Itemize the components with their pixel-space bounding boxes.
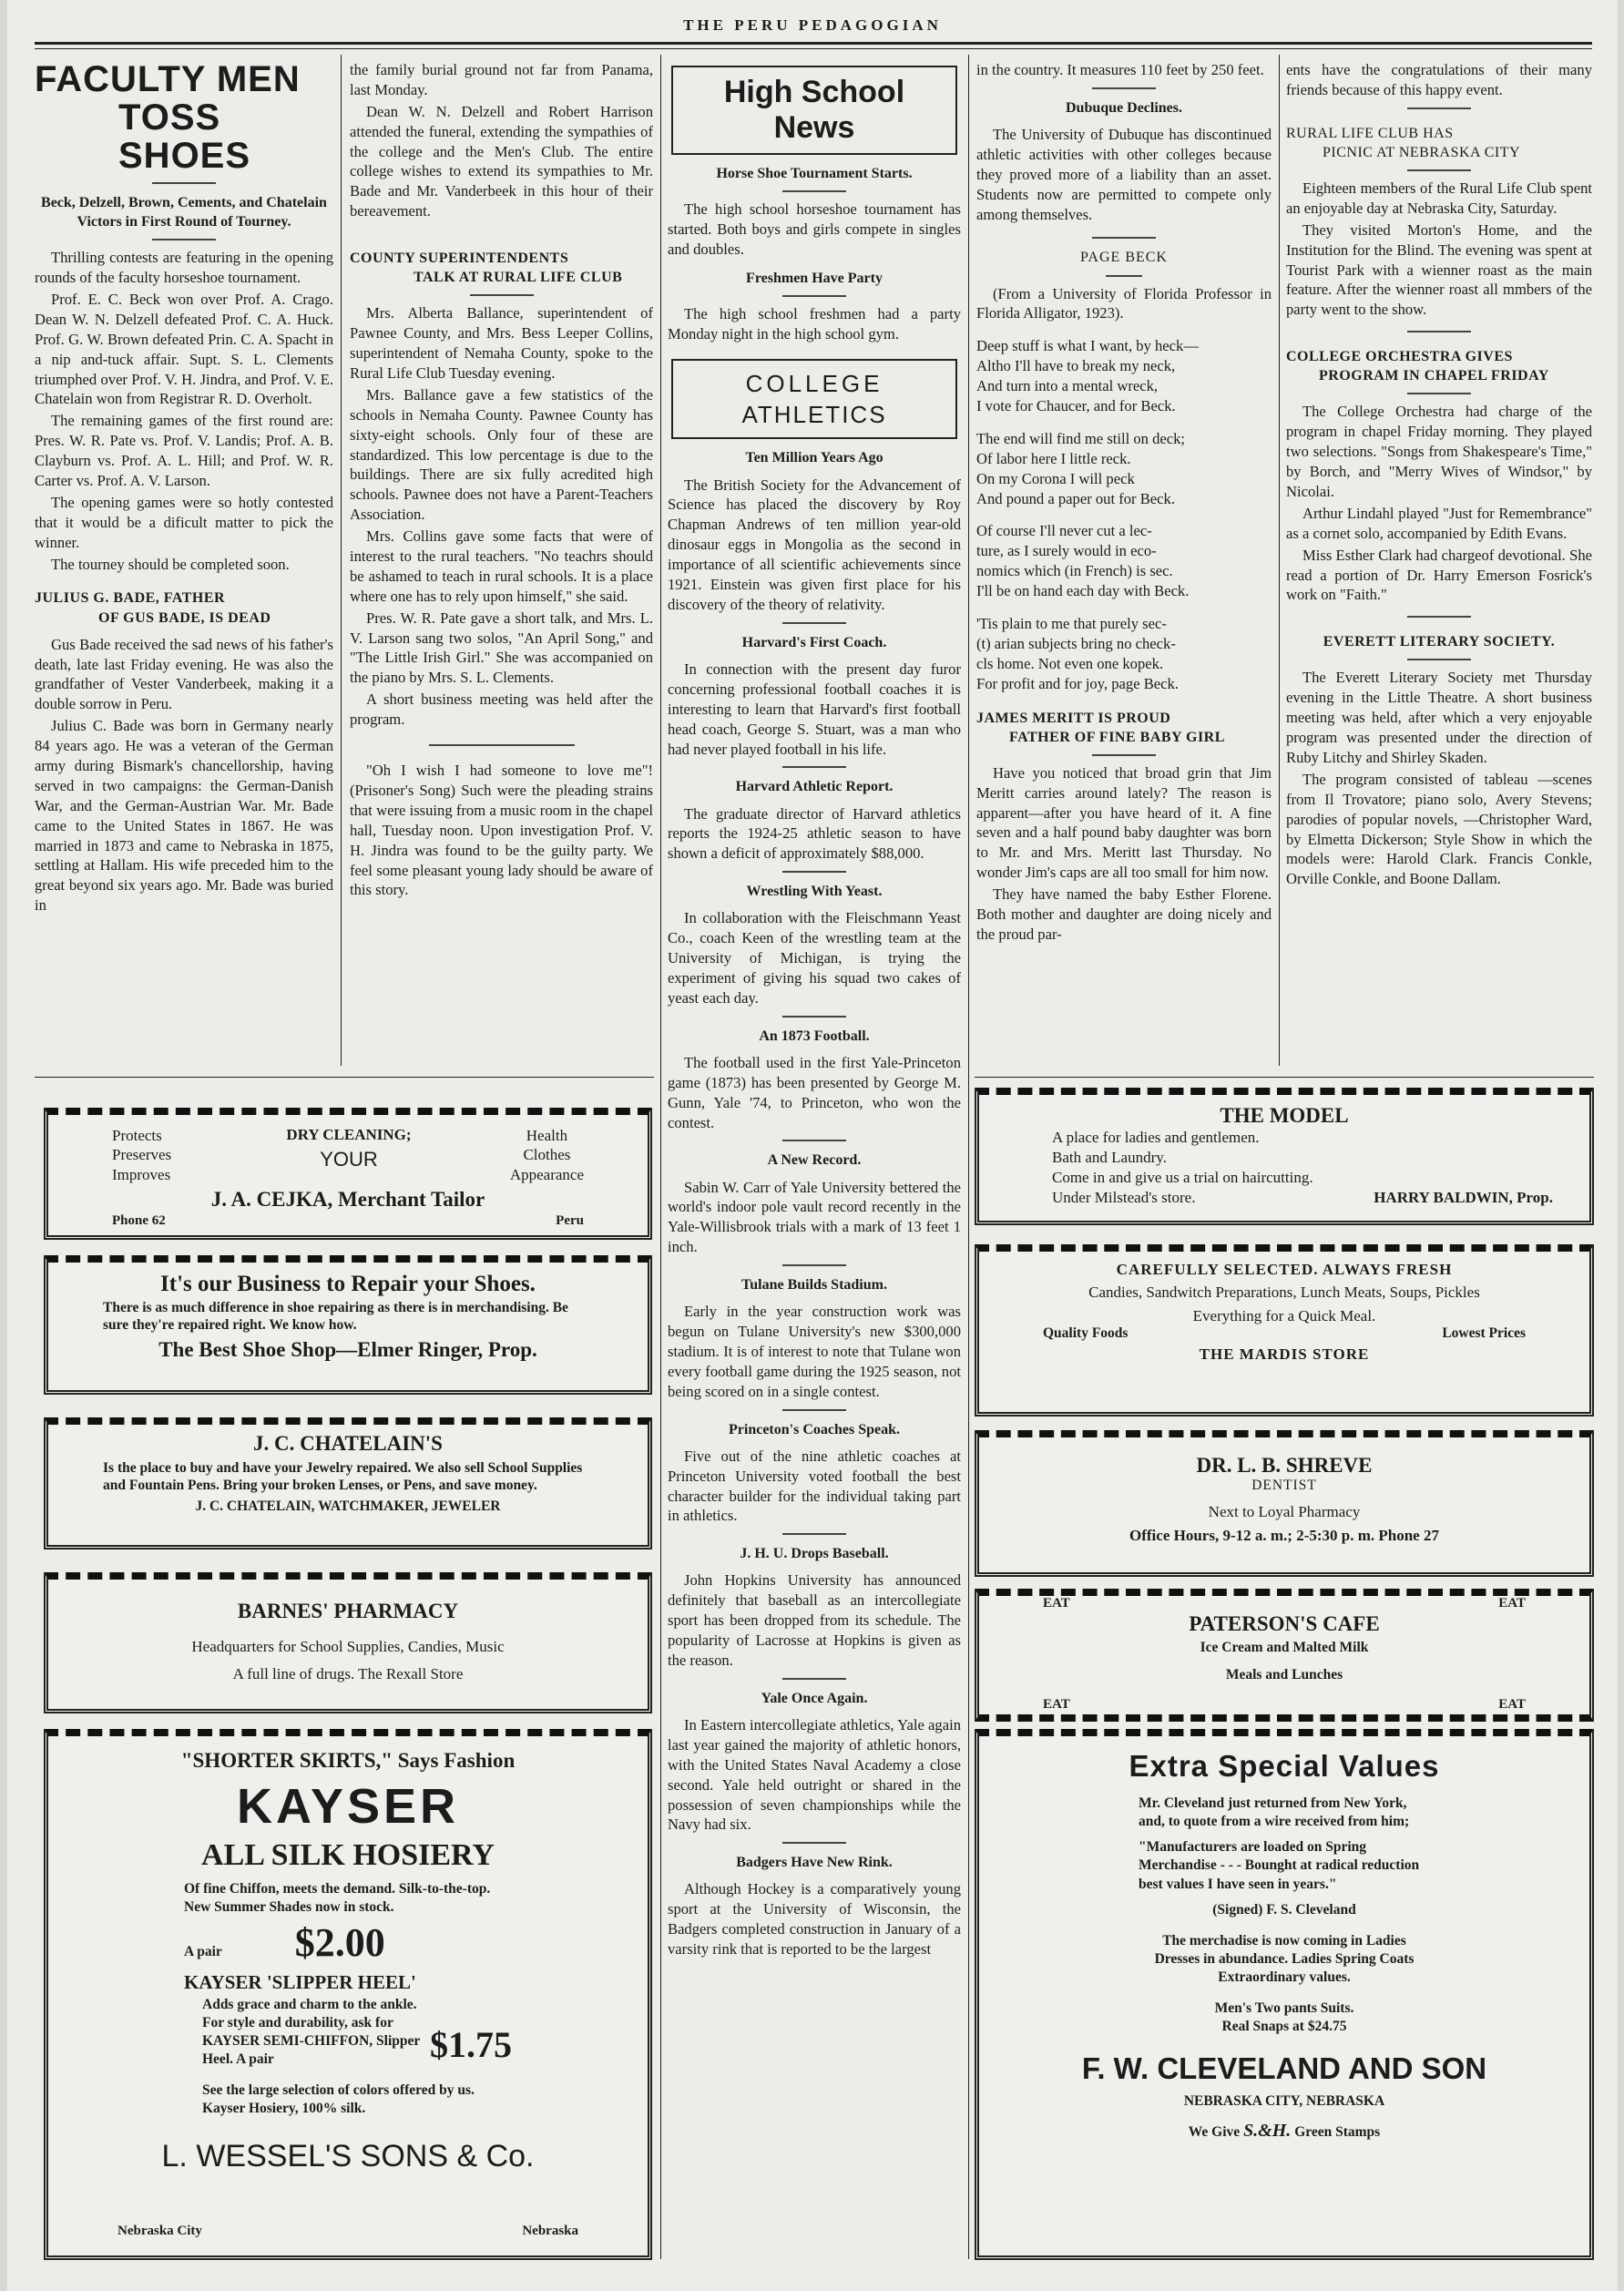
- story-head: Yale Once Again.: [761, 1690, 868, 1706]
- paragraph: The remaining games of the first round are: Pres. W. R. Pate vs. Prof. V. Landis; Prof. A. B. Clayburn vs. Prof. A. L. Hill; and Prof. W. R. Carter vs. Prof. A. V. Larson.: [35, 412, 333, 490]
- paragraph: The football used in the first Yale-Princeton game (1873) has been presented by George M. Gunn, Yale '74, to Princeton, who won the contest.: [668, 1053, 961, 1131]
- verse: 'Tis plain to me that purely sec- (t) arian subjects bring no check- cls home. Not even one kopek. For profit and for joy, page Beck.: [976, 615, 1179, 692]
- bade-headline-line2: OF GUS BADE, IS DEAD: [98, 609, 271, 626]
- verse: Of course I'll never cut a lec- ture, as I surely would in eco- nomics which (in French) is sec. I'll be on hand each day with Beck.: [976, 522, 1190, 600]
- county-headline-line2: TALK AT RURAL LIFE CLUB: [414, 270, 623, 286]
- ad-cejka-name: J. A. CEJKA, Merchant Tailor: [210, 1188, 485, 1211]
- divider: [782, 295, 846, 297]
- paragraph: The high school freshmen had a party Monday night in the high school gym.: [668, 305, 961, 343]
- ad-paterson-cafe: [975, 1589, 1594, 1722]
- story-head: J. H. U. Drops Baseball.: [740, 1546, 889, 1562]
- paragraph: Early in the year construction work was begun on Tulane University's new $300,000 stadium. It is of interest to note that Tulane won every football game during the 1925 season, not being scored on in a single contest.: [668, 1303, 961, 1400]
- ad-text: DRY CLEANING;: [286, 1126, 412, 1143]
- divider: [152, 239, 216, 240]
- ad-text: DENTIST: [1251, 1478, 1317, 1493]
- paragraph: They visited Morton's Home, and the Institution for the Blind. The evening was spent at Tourist Park with a wienner roast as the main feature. After the wienner roast all mmbers of the party went to the show.: [1286, 220, 1592, 319]
- story-head: Dubuque Declines.: [1065, 99, 1183, 116]
- ad-text: Real Snaps at $24.75: [1221, 2019, 1347, 2035]
- ad-kayser-slipper: KAYSER 'SLIPPER HEEL': [184, 1971, 416, 1994]
- story-head: Horse Shoe Tournament Starts.: [716, 166, 913, 182]
- ad-text: Nebraska City: [117, 2224, 202, 2238]
- ad-text: Bath and Laundry.: [1052, 1149, 1167, 1167]
- story-head: A New Record.: [767, 1152, 862, 1169]
- ad-text: Improves: [112, 1165, 171, 1183]
- everett-headline: EVERETT LITERARY SOCIETY.: [1323, 634, 1556, 650]
- ad-text: Green Stamps: [1294, 2123, 1381, 2140]
- ad-cleveland-store: F. W. CLEVELAND AND SON: [1081, 2051, 1487, 2085]
- athletics-stories: [668, 448, 961, 1959]
- divider: [1092, 237, 1156, 239]
- paragraph: Miss Esther Clark had chargeof devotional. She read a portion of Dr. Harry Emerson Fosrick's work on "Faith.": [1286, 546, 1592, 604]
- paragraph: In Eastern intercollegiate athletics, Yale again last year gained the majority of athletic honors, with the United States Naval Academy a close second. Yale held outright or shared in the possession of seven championships while the Navy had six.: [668, 1715, 961, 1834]
- ad-shreve-name: DR. L. B. SHREVE: [1196, 1454, 1373, 1477]
- ad-text: Headquarters for School Supplies, Candies, Music: [191, 1638, 505, 1655]
- ad-text: Men's Two pants Suits.: [1214, 2000, 1354, 2017]
- ad-text: Meals and Lunches: [1225, 1667, 1343, 1682]
- section-rule: [975, 1077, 1594, 1078]
- ad-mardis-name: THE MARDIS STORE: [1199, 1345, 1370, 1363]
- paragraph: Five out of the nine athletic coaches at Princeton University voted football the best character builder for the individual taking part in athletics.: [668, 1447, 961, 1525]
- ad-text: Candies, Sandwitch Preparations, Lunch Meats, Soups, Pickles: [1088, 1284, 1480, 1301]
- ad-text: Mr. Cleveland just returned from New York, and, to quote from a wire received from him;: [1139, 1795, 1410, 1830]
- divider: [1092, 87, 1156, 89]
- paragraph: Mrs. Alberta Ballance, superintendent of Pawnee County, and Mrs. Bess Leeper Collins, superintendent of Nemaha County, spoke to the Rural Life Club Tuesday evening.: [350, 304, 653, 383]
- bade-headline-line1: JULIUS G. BADE, FATHER: [35, 590, 226, 607]
- column-2: [350, 60, 653, 1071]
- ad-kayser-hosiery: [44, 1729, 652, 2260]
- paragraph: "Oh I wish I had someone to love me"! (Prisoner's Song) Such were the pleading strains that were issuing from a music room in the chapel hall, Tuesday noon. Upon investigation Prof. V. H. Jindra was found to be the guilty party. We feel some pleasant young lady should be aware of this story.: [350, 762, 653, 899]
- ad-shoe-footer: The Best Shoe Shop—Elmer Ringer, Prop.: [158, 1337, 537, 1361]
- meritt-headline-line1: JAMES MERITT IS PROUD: [976, 710, 1171, 726]
- paragraph: The graduate director of Harvard athletics reports the 1924-25 athletic season to have shown a deficit of approximately $88,000.: [668, 804, 961, 863]
- ad-text: The merchadise is now coming in Ladies Dresses in abundance. Ladies Spring Coats Extraordinary values.: [1154, 1932, 1415, 1986]
- column-divider: [968, 55, 969, 2259]
- ad-kayser-brand: KAYSER: [236, 1779, 460, 1834]
- county-headline-line1: COUNTY SUPERINTENDENTS: [350, 251, 569, 267]
- ad-text: Peru: [556, 1213, 584, 1228]
- paragraph: Although Hockey is a comparatively young sport at the University of Wisconsin, the Badgers completed construction in January of a varsity rink that is reported to be the largest: [668, 1880, 961, 1959]
- paragraph: They have named the baby Esther Florene. Both mother and daughter are doing nicely and the proud par-: [976, 885, 1272, 943]
- ad-chatelain: [44, 1417, 652, 1549]
- ad-text: Everything for a Quick Meal.: [1192, 1306, 1376, 1324]
- ad-chatelain-title: J. C. CHATELAIN'S: [253, 1432, 443, 1455]
- column-5: [1286, 60, 1592, 1071]
- ad-shoe-headline: It's our Business to Repair your Shoes.: [160, 1272, 536, 1296]
- verse: The end will find me still on deck; Of labor here I little reck. On my Corona I will peck And pound a paper out for Beck.: [976, 429, 1186, 507]
- column-3: [668, 60, 961, 2255]
- ad-kayser-price-1: $2.00: [294, 1920, 385, 1966]
- story-head: An 1873 Football.: [759, 1028, 870, 1044]
- column-1: [35, 60, 333, 1071]
- ad-mardis-row: [979, 1325, 1589, 1342]
- divider: [782, 766, 846, 768]
- ad-model-title: THE MODEL: [1220, 1104, 1349, 1127]
- ad-text: J. C. CHATELAIN, WATCHMAKER, JEWELER: [195, 1498, 501, 1514]
- ad-text: Appearance: [509, 1165, 584, 1183]
- divider: [152, 182, 216, 184]
- ad-mardis-store: [975, 1244, 1594, 1417]
- ad-model-body: [979, 1128, 1589, 1208]
- ad-text: Ice Cream and Malted Milk: [1200, 1640, 1369, 1655]
- divider: [782, 1264, 846, 1266]
- paragraph: Thrilling contests are featuring in the opening rounds of the faculty horseshoe tournament.: [35, 249, 333, 287]
- ad-cleveland-and-son: [975, 1729, 1594, 2260]
- ad-kayser-top: "SHORTER SKIRTS," Says Fashion: [180, 1749, 516, 1772]
- ad-cejka-center: [258, 1126, 440, 1171]
- ad-text: A full line of drugs. The Rexall Store: [232, 1665, 464, 1682]
- high-school-news-title-2: News: [773, 110, 855, 146]
- divider: [782, 190, 846, 192]
- ad-kayser-product: ALL SILK HOSIERY: [201, 1838, 495, 1872]
- bade-headline: [35, 588, 333, 627]
- ad-cejka-right: [510, 1126, 584, 1184]
- ad-text: Preserves: [112, 1146, 172, 1164]
- ad-kayser-body: [184, 1880, 512, 2119]
- story-head: Badgers Have New Rink.: [736, 1855, 893, 1871]
- ad-text: Lowest Prices: [1442, 1324, 1526, 1341]
- paragraph: ents have the congratulations of their many friends because of this happy event.: [1286, 61, 1592, 98]
- ad-text: NEBRASKA CITY, NEBRASKA: [1183, 2092, 1385, 2109]
- story-head: Freshmen Have Party: [746, 270, 883, 286]
- ad-text: Phone 62: [112, 1213, 166, 1228]
- story-head: Harvard's First Coach.: [741, 634, 887, 650]
- ad-text: EAT: [1043, 1596, 1070, 1611]
- column-4: [976, 60, 1272, 1071]
- ad-text: There is as much difference in shoe repairing as there is in merchandising. Be sure they're repaired right. We know how.: [103, 1300, 568, 1334]
- ad-text: (Signed) F. S. Cleveland: [1212, 1901, 1356, 1918]
- ad-text: A place for ladies and gentlemen.: [1052, 1129, 1260, 1146]
- divider: [782, 1533, 846, 1535]
- masthead-rule: [35, 42, 1592, 45]
- ad-cleveland-stamps: [979, 2121, 1589, 2142]
- ad-shoe-shop: [44, 1255, 652, 1395]
- ad-text: "Manufacturers are loaded on Spring Merchandise - - - Bounght at radical reduction best values I have seen in years.": [1139, 1839, 1420, 1892]
- paragraph: The University of Dubuque has discontinued athletic activities with other colleges because they proved more of a liability than an asset. Students now are permitted to compete only among themselves.: [976, 126, 1272, 223]
- divider: [1092, 754, 1156, 756]
- paragraph: in the country. It measures 110 feet by 250 feet.: [976, 61, 1264, 78]
- divider: [1407, 616, 1471, 618]
- ad-cejka-left: [112, 1126, 171, 1184]
- divider: [1407, 393, 1471, 394]
- high-school-news-title-1: High School: [723, 75, 905, 109]
- ad-text: YOUR: [320, 1148, 378, 1171]
- ad-paterson-name: PATERSON'S CAFE: [1189, 1612, 1380, 1635]
- ad-text: Under Milstead's store.: [1052, 1189, 1196, 1207]
- divider: [782, 1409, 846, 1411]
- divider: [470, 294, 534, 296]
- green-stamps-logo: S.&H.: [1243, 2120, 1292, 2141]
- rural-headline-line2: PICNIC AT NEBRASKA CITY: [1323, 144, 1521, 160]
- ad-cleveland-title: Extra Special Values: [1129, 1749, 1440, 1783]
- high-school-news-box: [671, 66, 957, 155]
- ad-text: EAT: [1498, 1697, 1526, 1712]
- paragraph: The high school horseshoe tournament has started. Both boys and girls compete in singles and doubles.: [668, 200, 961, 259]
- meritt-headline-line2: FATHER OF FINE BABY GIRL: [1009, 729, 1225, 745]
- ad-kayser-price-2: $1.75: [430, 2024, 512, 2066]
- ad-text: Clothes: [523, 1146, 571, 1164]
- story-head: Princeton's Coaches Speak.: [729, 1421, 900, 1437]
- page-beck-head: PAGE BECK: [1080, 250, 1168, 266]
- ad-text: Next to Loyal Pharmacy: [1208, 1503, 1361, 1520]
- paragraph: Dean W. N. Delzell and Robert Harrison attended the funeral, extending the sympathies of the college and the Men's Club. The entire college wishes to extend its sympathies to Mr. Bade and Mr. Vanderbeek in this hour of their bereavement.: [350, 102, 653, 220]
- section-rule: [35, 1077, 654, 1078]
- paragraph: Pres. W. R. Pate gave a short talk, and Mrs. L. V. Larson sang two solos, "An April Song," and "The Little Irish Girl." She was accompanied on the piano by Mrs. S. L. Clements.: [350, 609, 653, 687]
- divider: [782, 1842, 846, 1844]
- paragraph: Mrs. Ballance gave a few statistics of the schools in Nemaha County. Pawnee County has sixty-eight schools. Only four of these are standardized. This low percentage is due to the buildings. There are six fully acredited high schools. Pawnee does not have a Parent-Teachers Association.: [350, 385, 653, 524]
- story-head: Ten Million Years Ago: [745, 450, 883, 466]
- paragraph: Have you noticed that broad grin that Jim Meritt carries around lately? The reason is apparent—after you have heard of it. A fine seven and a half pound baby daughter was born to Mr. and Mrs. Meritt last Thursday. No wonder Jim's caps are all too small for him now.: [976, 763, 1272, 882]
- ad-text: We Give: [1188, 2123, 1241, 2140]
- divider: [782, 871, 846, 873]
- orchestra-headline: [1286, 347, 1592, 385]
- paragraph: Eighteen members of the Rural Life Club spent an enjoyable day at Nebraska City, Saturday.: [1286, 179, 1592, 217]
- ad-text: EAT: [1043, 1697, 1070, 1712]
- column-divider: [1279, 55, 1280, 1066]
- masthead: THE PERU PEDAGOGIAN: [683, 16, 942, 34]
- orchestra-headline-line1: COLLEGE ORCHESTRA GIVES: [1286, 349, 1513, 365]
- paragraph: The College Orchestra had charge of the program in chapel Friday morning. They played two selections. "Songs from Shakespeare's Time," by Borch, and "Merry Wives of Windsor," by Nicolai.: [1286, 403, 1592, 501]
- ad-the-model: [975, 1088, 1594, 1225]
- divider: [1407, 169, 1471, 171]
- ad-text: CAREFULLY SELECTED. ALWAYS FRESH: [1116, 1261, 1453, 1278]
- masthead-rule-thin: [35, 48, 1592, 49]
- paragraph: The program consisted of tableau —scenes from Il Trovatore; piano solo, Avery Stevens; parodies of popular novels, —Christopher Ward, by Elmetta Dickerson; Style Show in which the models were: Harold Clark. Francis Conkle, Orville Conkle, and Boone Dallam.: [1286, 770, 1592, 888]
- paragraph: The opening games were so hotly contested that it would be a dificult matter to pick the winner.: [35, 493, 333, 551]
- ad-text: EAT: [1498, 1596, 1526, 1611]
- ad-text: See the large selection of colors offered by us. Kayser Hosiery, 100% silk.: [202, 2082, 475, 2117]
- paragraph: The British Society for the Advancement of Science has placed the discovery by Roy Chapman Andrews of ten million year-old dinosaur eggs in Mongolia as the second in importance of all scientific achievements since 1921. Einstein was given first place for his discovery of the theory of relativity.: [668, 476, 961, 613]
- divider: [782, 1140, 846, 1141]
- newspaper-page: [7, 0, 1618, 2291]
- divider: [782, 622, 846, 624]
- paragraph: In connection with the present day furor concerning professional football coaches it is interesting to learn that Harvard's first football head coach, George S. Stuart, was a man who had never played football in his life.: [668, 660, 961, 758]
- column-divider: [341, 55, 342, 1066]
- story-head: Tulane Builds Stadium.: [741, 1277, 887, 1294]
- paragraph: Arthur Lindahl played "Just for Remembrance" as a cornet solo, accompanied by Edith Evans.: [1286, 504, 1592, 542]
- ad-text: Is the place to buy and have your Jewelry repaired. We also sell School Supplies and Fountain Pens. Bring your broken Lenses, or Pens, and save money.: [103, 1460, 583, 1494]
- divider: [429, 744, 575, 746]
- paragraph: Prof. E. C. Beck won over Prof. A. Crago. Dean W. N. Delzell defeated Prof. C. A. Huck. Prof. G. W. Brown defeated Prin. C. A. Spacht in a nip and-tuck affair. Supt. S. L. Clements triumphed over Prof. V. H. Jindra, and Prof. V. E. Chatelain won from Registrar R. D. Overholt.: [35, 291, 333, 408]
- divider: [782, 1678, 846, 1680]
- paragraph: Gus Bade received the sad news of his father's death, late last Friday evening. He was also the grandfather of Vester Vanderbeek, making it a double sorrow in Peru.: [35, 635, 333, 713]
- paragraph: John Hopkins University has announced definitely that baseball as an intercollegiate sport has been dropped from its schedule. The popularity of Lacrosse at Hopkins is given as the reason.: [668, 1571, 961, 1669]
- divider: [782, 1016, 846, 1018]
- orchestra-headline-line2: PROGRAM IN CHAPEL FRIDAY: [1319, 368, 1549, 384]
- verse: Deep stuff is what I want, by heck— Altho I'll have to break my neck, And turn into a mental wreck, I vote for Chaucer, and for Beck.: [976, 337, 1199, 415]
- paragraph: Mrs. Collins gave some facts that were of interest to the rural teachers. "No teachrs should be ashamed to teach in rural schools. It is a place where one has to rely upon himself," she said.: [350, 527, 653, 605]
- divider: [1407, 331, 1471, 332]
- paragraph: (From a University of Florida Professor in Florida Alligator, 1923).: [976, 284, 1272, 322]
- paragraph: The tourney should be completed soon.: [51, 555, 290, 573]
- paragraph: In collaboration with the Fleischmann Yeast Co., coach Keen of the wrestling team at the University of Michigan, is trying the experiment of giving his squad two cakes of yeast each day.: [668, 909, 961, 1007]
- ad-barnes-pharmacy: [44, 1572, 652, 1713]
- meritt-headline: [976, 709, 1272, 747]
- college-athletics-box: [671, 359, 957, 440]
- ad-barnes-title: BARNES' PHARMACY: [237, 1600, 459, 1622]
- ad-text: Adds grace and charm to the ankle. For style and durability, ask for KAYSER SEMI-CHIFFON, Slipper Heel. A pair: [202, 1996, 421, 2068]
- divider: [1407, 659, 1471, 660]
- paragraph: A short business meeting was held after the program.: [350, 690, 653, 729]
- ad-text: Protects: [112, 1127, 162, 1144]
- subheadline: Beck, Delzell, Brown, Cements, and Chatelain Victors in First Round of Tourney.: [41, 195, 327, 230]
- college-athletics-title-1: COLLEGE: [745, 369, 883, 397]
- headline-toss-shoes: TOSS SHOES: [118, 97, 251, 176]
- ad-text: HARRY BALDWIN, Prop.: [1374, 1189, 1553, 1207]
- ad-text: Of fine Chiffon, meets the demand. Silk-to-the-top. New Summer Shades now in stock.: [184, 1881, 491, 1916]
- divider: [1407, 107, 1471, 109]
- ad-dr-shreve: [975, 1430, 1594, 1577]
- rural-headline: [1286, 124, 1592, 162]
- ad-text: A pair: [184, 1944, 222, 1960]
- ad-text: Office Hours, 9-12 a. m.; 2-5:30 p. m. Phone 27: [1129, 1527, 1439, 1544]
- paragraph: The Everett Literary Society met Thursday evening in the Little Theatre. A short business meeting was held, after which a very enjoyable program was presented under the direction of Ruby Litchy and Shirley Skaden.: [1286, 669, 1592, 767]
- ad-text: Health: [526, 1127, 568, 1144]
- ad-cejka-tailor: [44, 1108, 652, 1240]
- ad-text: Come in and give us a trial on haircutting.: [1052, 1169, 1313, 1187]
- ad-text: Nebraska: [522, 2224, 578, 2238]
- college-athletics-title-2: ATHLETICS: [741, 401, 887, 429]
- divider: [1106, 275, 1142, 277]
- county-headline: [350, 249, 653, 287]
- ad-text: Quality Foods: [1043, 1324, 1129, 1341]
- ad-kayser-store: L. WESSEL'S SONS & Co.: [161, 2138, 535, 2173]
- column-divider: [660, 55, 661, 2259]
- rural-headline-line1: RURAL LIFE CLUB HAS: [1286, 125, 1454, 141]
- headline-faculty-men: FACULTY MEN: [35, 60, 301, 99]
- paragraph: Julius C. Bade was born in Germany nearly 84 years ago. He was a veteran of the German army during Bismark's chancellorship, having served in two campaigns: the German-Danish War, and the German-Austrian War. Mr. Bade came to the United States in 1867. He was married in 1873 and came to Nebraska in 1875, settling at Hallam. His wife preceded him to the great beyond six years ago. Mr. Bade was buried in: [35, 717, 333, 915]
- paragraph: the family burial ground not far from Panama, last Monday.: [350, 61, 653, 98]
- story-head: Wrestling With Yeast.: [746, 884, 883, 900]
- story-head: Harvard Athletic Report.: [735, 779, 894, 795]
- ad-cleveland-body: [1139, 1795, 1430, 2037]
- paragraph: Sabin W. Carr of Yale University bettered the world's indoor pole vault record recently in the Yale-Willisbrook trials with a mark of 13 feet 1 inch.: [668, 1178, 961, 1256]
